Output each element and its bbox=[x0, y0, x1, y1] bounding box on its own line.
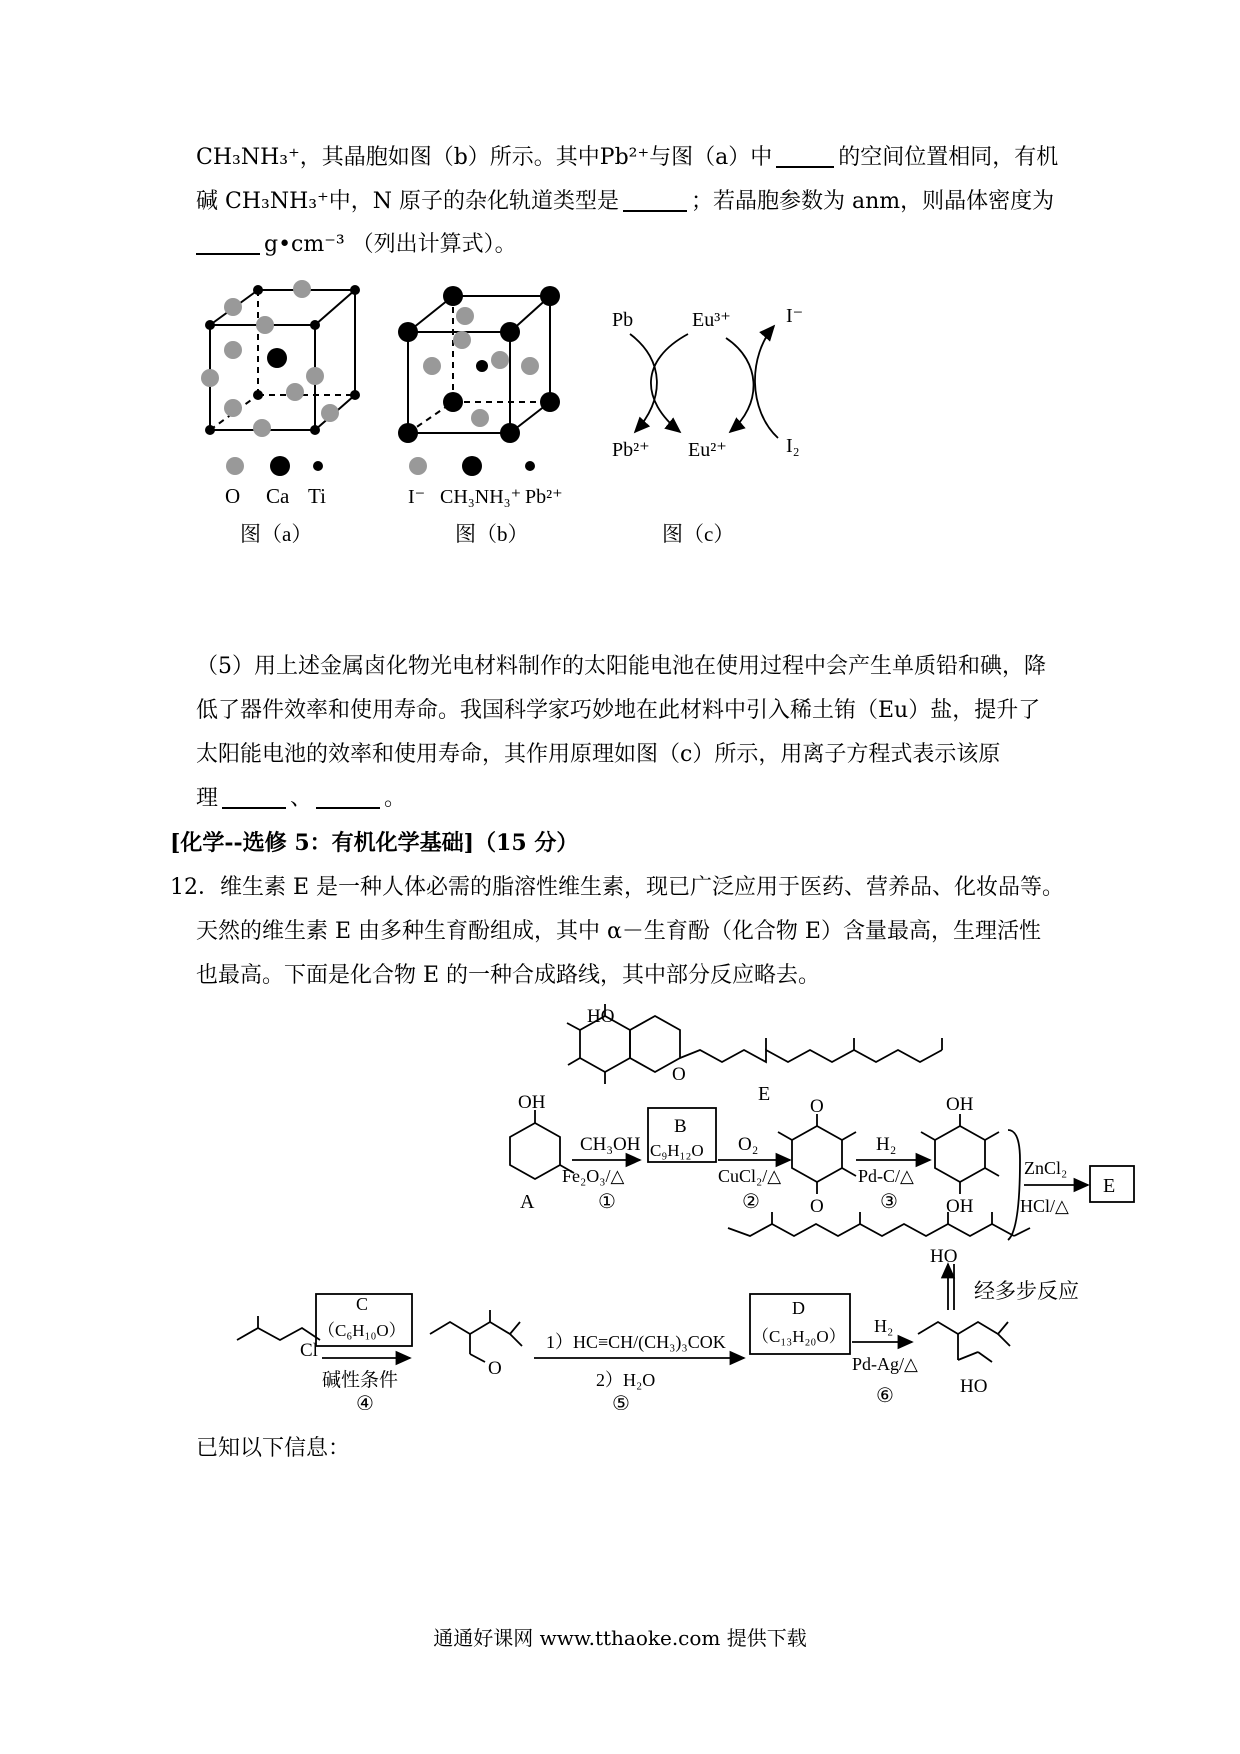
hydroquinone-structure bbox=[921, 1114, 999, 1194]
r1-top: CH₃OH bbox=[580, 1134, 641, 1155]
e-box-label: E bbox=[1103, 1175, 1116, 1197]
r3-bottom: Pd-C/△ bbox=[858, 1166, 914, 1186]
fig-c-pb2: Pb²⁺ bbox=[612, 439, 650, 461]
e-ho-label: HO bbox=[587, 1006, 615, 1027]
fig-a-legend-ca: Ca bbox=[266, 484, 290, 508]
r4-bottom: HCl/△ bbox=[1020, 1196, 1069, 1216]
r5-top: 1）HC≡CH/(CH₃)₃COK bbox=[546, 1332, 726, 1352]
para5-line-4: 理 、 。 bbox=[196, 786, 407, 811]
answer-blank[interactable] bbox=[776, 144, 834, 168]
multi-step-label: 经多步反应 bbox=[974, 1279, 1079, 1303]
quinone-o-bottom: O bbox=[810, 1196, 824, 1217]
para-top-line-2: 碱 CH₃NH₃⁺中，N 原子的杂化轨道类型是 ；若晶胞参数为 anm，则晶体密度为 bbox=[196, 189, 1055, 214]
ketone-o: O bbox=[488, 1358, 502, 1379]
r6-num: ⑥ bbox=[876, 1385, 894, 1407]
para5-line-2: 低了器件效率和使用寿命。我国科学家巧妙地在此材料中引入稀土铕（Eu）盐，提升了 bbox=[196, 698, 1041, 723]
final-ho: HO bbox=[960, 1376, 988, 1397]
para5-line-1: （5）用上述金属卤化物光电材料制作的太阳能电池在使用过程中会产生单质铅和碘，降 bbox=[196, 654, 1046, 679]
synthesis-scheme bbox=[0, 1000, 1240, 1410]
known-info: 已知以下信息： bbox=[196, 1436, 351, 1461]
answer-blank[interactable] bbox=[316, 785, 380, 809]
q12-line-1: 12．维生素 E 是一种人体必需的脂溶性维生素，现已广泛应用于医药、营养品、化妆品等。 bbox=[170, 875, 1065, 900]
b-label: B bbox=[674, 1116, 687, 1137]
cl-label: Cl bbox=[300, 1340, 318, 1361]
fig-a-legend-o: O bbox=[225, 484, 241, 508]
page-footer: 通通好课网 www.tthaoke.com 提供下载 bbox=[433, 1626, 807, 1650]
fig-a-atoms bbox=[201, 280, 360, 476]
fig-b-legend-i: I⁻ bbox=[408, 486, 426, 508]
section-title: [化学--选修 5：有机化学基础]（15 分） bbox=[170, 830, 579, 856]
a-label: A bbox=[520, 1191, 535, 1213]
fig-a-caption: 图（a） bbox=[240, 522, 313, 546]
fig-c-i2: I₂ bbox=[786, 435, 800, 457]
fig-b-atoms bbox=[398, 286, 560, 476]
r1-bottom: Fe₂O₃/△ bbox=[562, 1166, 625, 1186]
fig-c-eu3: Eu³⁺ bbox=[692, 309, 731, 331]
r4-top: ZnCl₂ bbox=[1024, 1158, 1068, 1178]
r2-bottom: CuCl₂/△ bbox=[718, 1166, 782, 1186]
answer-blank[interactable] bbox=[623, 188, 687, 212]
fig-a-legend-ti: Ti bbox=[308, 484, 326, 508]
para-top-line-3: g•cm⁻³ （列出计算式）。 bbox=[196, 230, 517, 260]
r6-bottom: Pd-Ag/△ bbox=[852, 1354, 918, 1374]
para5-line-3: 太阳能电池的效率和使用寿命，其作用原理如图（c）所示，用离子方程式表示该原 bbox=[196, 742, 1001, 767]
r3-num: ③ bbox=[880, 1191, 898, 1213]
c-formula: （C₆H₁₀O） bbox=[318, 1321, 406, 1340]
crystal-figures bbox=[0, 270, 1240, 560]
compound-e-structure bbox=[567, 1004, 942, 1084]
side-ho: HO bbox=[930, 1246, 958, 1267]
r2-top: O₂ bbox=[738, 1134, 759, 1155]
hq-oh-top: OH bbox=[946, 1094, 974, 1115]
rc-num: ④ bbox=[356, 1393, 374, 1410]
r1-num: ① bbox=[598, 1191, 616, 1213]
hq-oh-bottom: OH bbox=[946, 1196, 974, 1217]
q12-line-3: 也最高。下面是化合物 E 的一种合成路线，其中部分反应略去。 bbox=[196, 963, 821, 988]
r5-num: ⑤ bbox=[612, 1393, 630, 1410]
answer-blank[interactable] bbox=[222, 785, 286, 809]
fig-c-caption: 图（c） bbox=[662, 522, 735, 546]
quinone-structure bbox=[778, 1114, 856, 1194]
para-top-line-1: CH₃NH₃⁺，其晶胞如图（b）所示。其中Pb²⁺与图（a）中 的空间位置相同，有机 bbox=[196, 145, 1059, 170]
d-formula: （C₁₃H₂₀O） bbox=[752, 1327, 846, 1346]
c-label: C bbox=[356, 1294, 369, 1314]
rc-bottom: 碱性条件 bbox=[322, 1370, 399, 1391]
r2-num: ② bbox=[742, 1191, 760, 1213]
q12-line-2: 天然的维生素 E 由多种生育酚组成，其中 α－生育酚（化合物 E）含量最高，生理活性 bbox=[196, 919, 1041, 944]
fig-b-legend-pb: Pb²⁺ bbox=[525, 486, 563, 508]
a-oh-label: OH bbox=[518, 1092, 546, 1113]
e-o-label: O bbox=[672, 1064, 686, 1085]
fig-c-arrows bbox=[630, 326, 778, 438]
fig-c-pb: Pb bbox=[612, 309, 634, 331]
e-label: E bbox=[758, 1083, 771, 1105]
fig-c-eu2: Eu²⁺ bbox=[688, 439, 727, 461]
r6-top: H₂ bbox=[874, 1316, 894, 1336]
r5-bottom: 2）H₂O bbox=[596, 1370, 656, 1390]
fig-b-caption: 图（b） bbox=[455, 522, 529, 546]
quinone-o-top: O bbox=[810, 1096, 824, 1117]
fig-c-i-minus: I⁻ bbox=[786, 305, 804, 327]
r3-top: H₂ bbox=[876, 1134, 897, 1155]
fig-b-legend-ch3nh3: CH₃NH₃⁺ bbox=[440, 486, 522, 508]
d-label: D bbox=[792, 1298, 805, 1318]
answer-blank[interactable] bbox=[196, 231, 260, 255]
b-formula: C₉H₁₂O bbox=[650, 1141, 704, 1160]
